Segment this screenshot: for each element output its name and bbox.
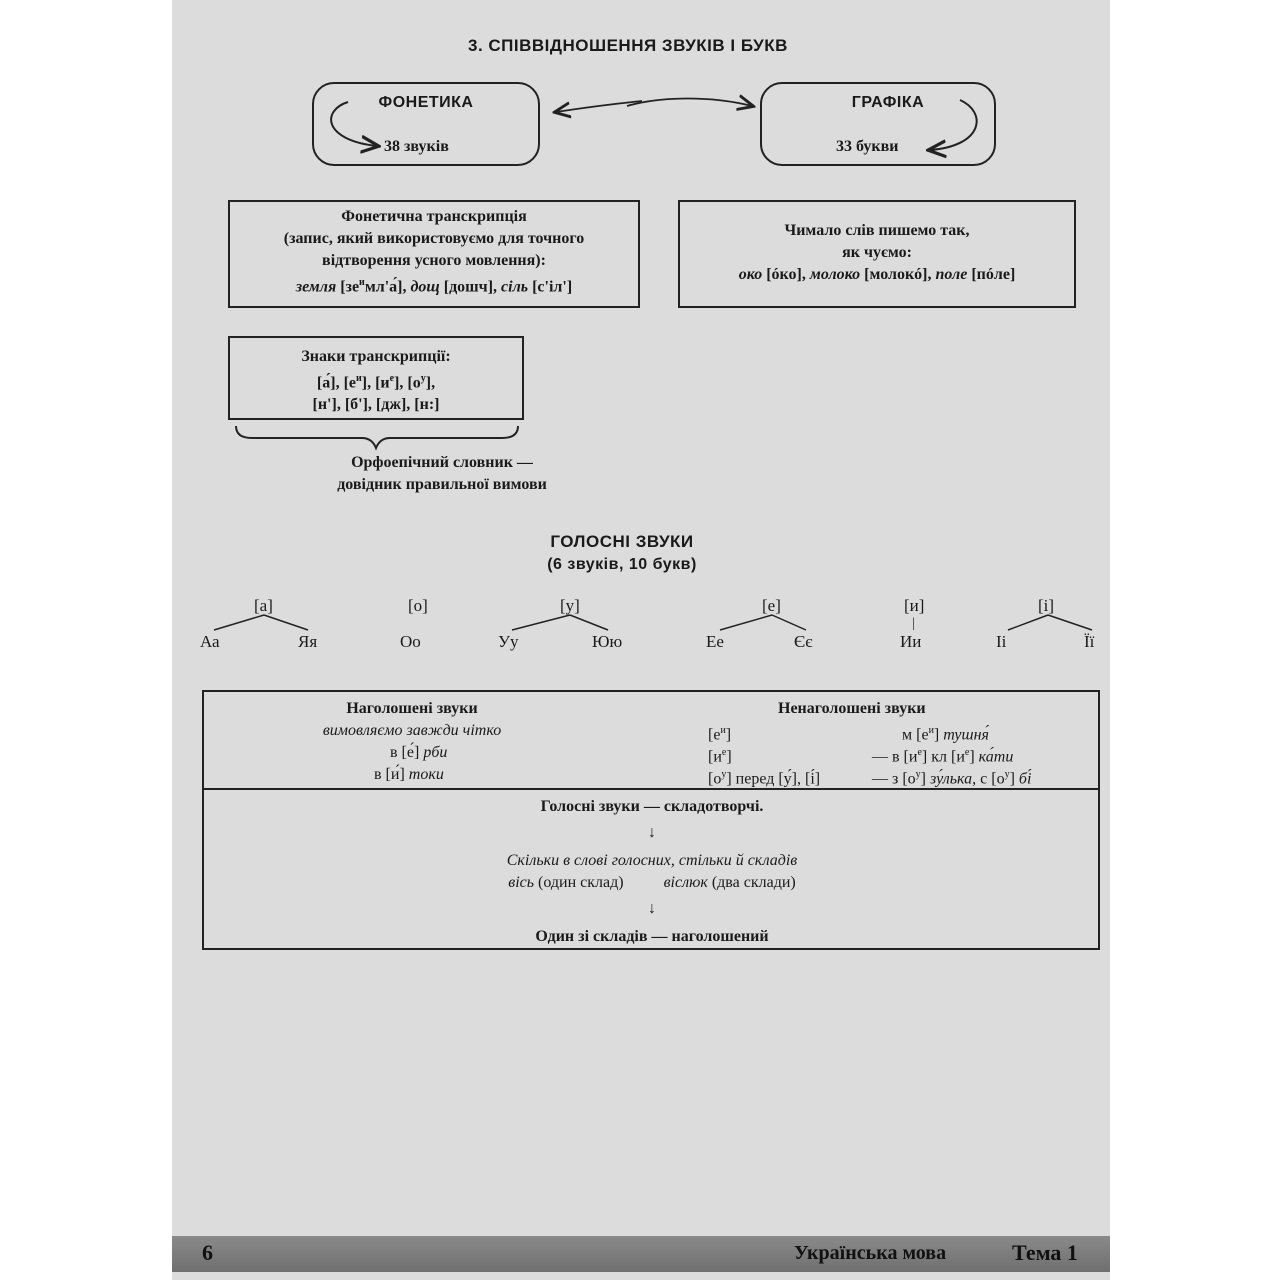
dictionary-line-1: Орфоепічний словник — bbox=[351, 454, 533, 471]
signs-brace bbox=[236, 426, 518, 448]
ul3a: [о bbox=[708, 770, 722, 788]
ur2c: ] bbox=[969, 748, 979, 766]
word-vis: вісь bbox=[508, 874, 535, 891]
sign-sup-1: и bbox=[356, 373, 362, 384]
trans-doshch: [дошч], bbox=[439, 278, 502, 296]
sound-o: [о] bbox=[408, 596, 428, 615]
ur1c: тушня́ bbox=[943, 726, 989, 744]
sign-sup-3: у bbox=[420, 373, 426, 384]
stressed-ex-1-word: рби bbox=[423, 744, 448, 761]
signs-heading: Знаки транскрипції: bbox=[301, 348, 451, 365]
word-pole: поле bbox=[935, 266, 968, 283]
branch-i-yi bbox=[1048, 615, 1092, 630]
sound-u: [у] bbox=[560, 596, 580, 615]
branch-a-aa bbox=[214, 615, 264, 630]
ur1b: ] bbox=[933, 726, 944, 744]
letter-oo: Оо bbox=[400, 632, 421, 651]
ur2b: ] кл [и bbox=[921, 748, 965, 766]
ur1s: и bbox=[928, 725, 934, 736]
ur3s: у bbox=[915, 769, 921, 780]
ur2d: ка́ти bbox=[978, 748, 1014, 766]
word-doshch: дощ bbox=[410, 278, 440, 296]
letter-yuyu: Юю bbox=[592, 632, 623, 651]
graphics-title: ГРАФІКА bbox=[851, 94, 925, 111]
ul3s: у bbox=[721, 769, 727, 780]
vis-count: (один склад) bbox=[534, 874, 624, 891]
stressed-line-1: вимовляємо завжди чітко bbox=[322, 722, 502, 739]
word-oko: око bbox=[738, 266, 763, 283]
ur3f: бі́ bbox=[1018, 770, 1032, 788]
stroke-y: | bbox=[912, 616, 915, 631]
page-number: 6 bbox=[202, 1240, 213, 1265]
phonetics-curve-arrow bbox=[331, 102, 377, 146]
stressed-heading: Наголошені звуки bbox=[346, 700, 478, 717]
transcription-desc-1: (запис, який використовуємо для точного bbox=[283, 230, 585, 247]
unstressed-heading: Ненаголошені звуки bbox=[778, 700, 926, 717]
spelling-line-2: як чуємо: bbox=[842, 244, 912, 261]
syllables-line-1: Голосні звуки — складотворчі. bbox=[540, 798, 764, 815]
ul2s: е bbox=[721, 747, 727, 758]
ur3d: , с [о bbox=[972, 770, 1005, 788]
phonetics-count: 38 звуків bbox=[384, 138, 449, 155]
graphics-curve-arrow bbox=[930, 100, 977, 150]
sign-b: ], [и bbox=[361, 374, 390, 392]
graphics-count: 33 букви bbox=[836, 138, 899, 155]
signs-row-2: [н'], [б'], [дж], [н:] bbox=[312, 396, 440, 414]
trans-zemlia: [зе bbox=[336, 278, 360, 296]
ur3b: ] bbox=[920, 770, 930, 788]
ur3a: — з [о bbox=[872, 770, 916, 788]
letter-uu: Уу bbox=[498, 632, 519, 651]
sound-i: [і] bbox=[1038, 596, 1055, 615]
ul1b: ] bbox=[725, 726, 732, 744]
ur2s: е bbox=[917, 747, 922, 758]
trans-pole: [пóле] bbox=[967, 266, 1016, 283]
trans-zemlia-end: мл'а́], bbox=[364, 278, 411, 296]
stressed-ex-2-sound: в [и́] bbox=[374, 766, 409, 783]
branch-u-uu bbox=[512, 615, 570, 630]
branch-a-yaya bbox=[264, 615, 308, 630]
word-moloko: молоко bbox=[809, 266, 861, 283]
vowels-subtitle: (6 звуків, 10 букв) bbox=[547, 556, 697, 573]
section-title: 3. СПІВВІДНОШЕННЯ ЗВУКІВ І БУКВ bbox=[468, 36, 788, 55]
ur1a: м [е bbox=[902, 726, 929, 744]
word-sil: сіль bbox=[501, 278, 529, 296]
letter-aa: Аа bbox=[200, 632, 220, 651]
letter-yeye: Єє bbox=[794, 632, 813, 651]
letter-yaya: Яя bbox=[298, 632, 318, 651]
sign-c: ], [о bbox=[394, 374, 421, 392]
sign-a: [а́], [е bbox=[316, 374, 356, 392]
syllables-line-3: Один зі складів — наголошений bbox=[535, 928, 769, 945]
ul1a: [е bbox=[708, 726, 721, 744]
stressed-ex-2-word: токи bbox=[408, 766, 444, 783]
trans-oko: [óко], bbox=[762, 266, 810, 283]
word-zemlia: земля bbox=[295, 278, 337, 296]
phonetics-title: ФОНЕТИКА bbox=[378, 94, 474, 111]
ul1s: и bbox=[720, 725, 726, 736]
ur3s2: у bbox=[1004, 769, 1010, 780]
textbook-page bbox=[172, 0, 1110, 1280]
ur2a: — в [и bbox=[872, 748, 918, 766]
letter-yi: Її bbox=[1084, 632, 1095, 651]
letter-yy: Ии bbox=[900, 632, 922, 651]
visliuk-count: (два склади) bbox=[707, 874, 796, 891]
sign-sup-2: е bbox=[389, 373, 395, 384]
stressed-ex-1-sound: в [е́] bbox=[390, 744, 424, 761]
branch-e-ee bbox=[720, 615, 772, 630]
syllables-line-2: Скільки в слові голосних, стільки й складів bbox=[506, 852, 798, 869]
link-arrow-right bbox=[627, 99, 752, 107]
word-visliuk: віслюк bbox=[663, 874, 708, 891]
transcription-desc-2: відтворення усного мовлення): bbox=[322, 252, 546, 269]
spelling-line-1: Чимало слів пишемо так, bbox=[784, 222, 970, 239]
footer-subject: Українська мова bbox=[794, 1242, 947, 1264]
letter-ii: Іі bbox=[996, 632, 1007, 651]
vowels-title: ГОЛОСНІ ЗВУКИ bbox=[550, 532, 694, 551]
sound-e: [е] bbox=[762, 596, 781, 615]
ul2a: [и bbox=[708, 748, 722, 766]
branch-e-yeye bbox=[772, 615, 806, 630]
ul3b: ] перед [у́], [і́] bbox=[726, 770, 821, 788]
arrow-down-2: ↓ bbox=[648, 900, 656, 917]
ul2b: ] bbox=[726, 748, 732, 766]
trans-moloko: [молокó], bbox=[860, 266, 936, 283]
branch-i-ii bbox=[1008, 615, 1048, 630]
dictionary-line-2: довідник правильної вимови bbox=[337, 476, 547, 493]
ur3c: зу́лька bbox=[929, 770, 973, 788]
link-arrow-left bbox=[556, 101, 642, 112]
arrow-down-1: ↓ bbox=[648, 824, 656, 841]
letter-ee: Ее bbox=[706, 632, 724, 651]
ur2s2: е bbox=[964, 747, 970, 758]
footer-topic: Тема 1 bbox=[1012, 1240, 1078, 1265]
transcription-heading: Фонетична транскрипція bbox=[341, 208, 527, 225]
branch-u-yuyu bbox=[570, 615, 608, 630]
ur3e: ] bbox=[1009, 770, 1019, 788]
page-footer bbox=[172, 1236, 1110, 1272]
sound-y: [и] bbox=[904, 596, 925, 615]
diagram-connectors bbox=[172, 0, 1110, 1280]
trans-sil: [с'іл'] bbox=[528, 278, 573, 296]
trans-sup: и bbox=[359, 277, 365, 288]
sign-d: ], bbox=[425, 374, 436, 392]
sound-a: [а] bbox=[254, 596, 273, 615]
